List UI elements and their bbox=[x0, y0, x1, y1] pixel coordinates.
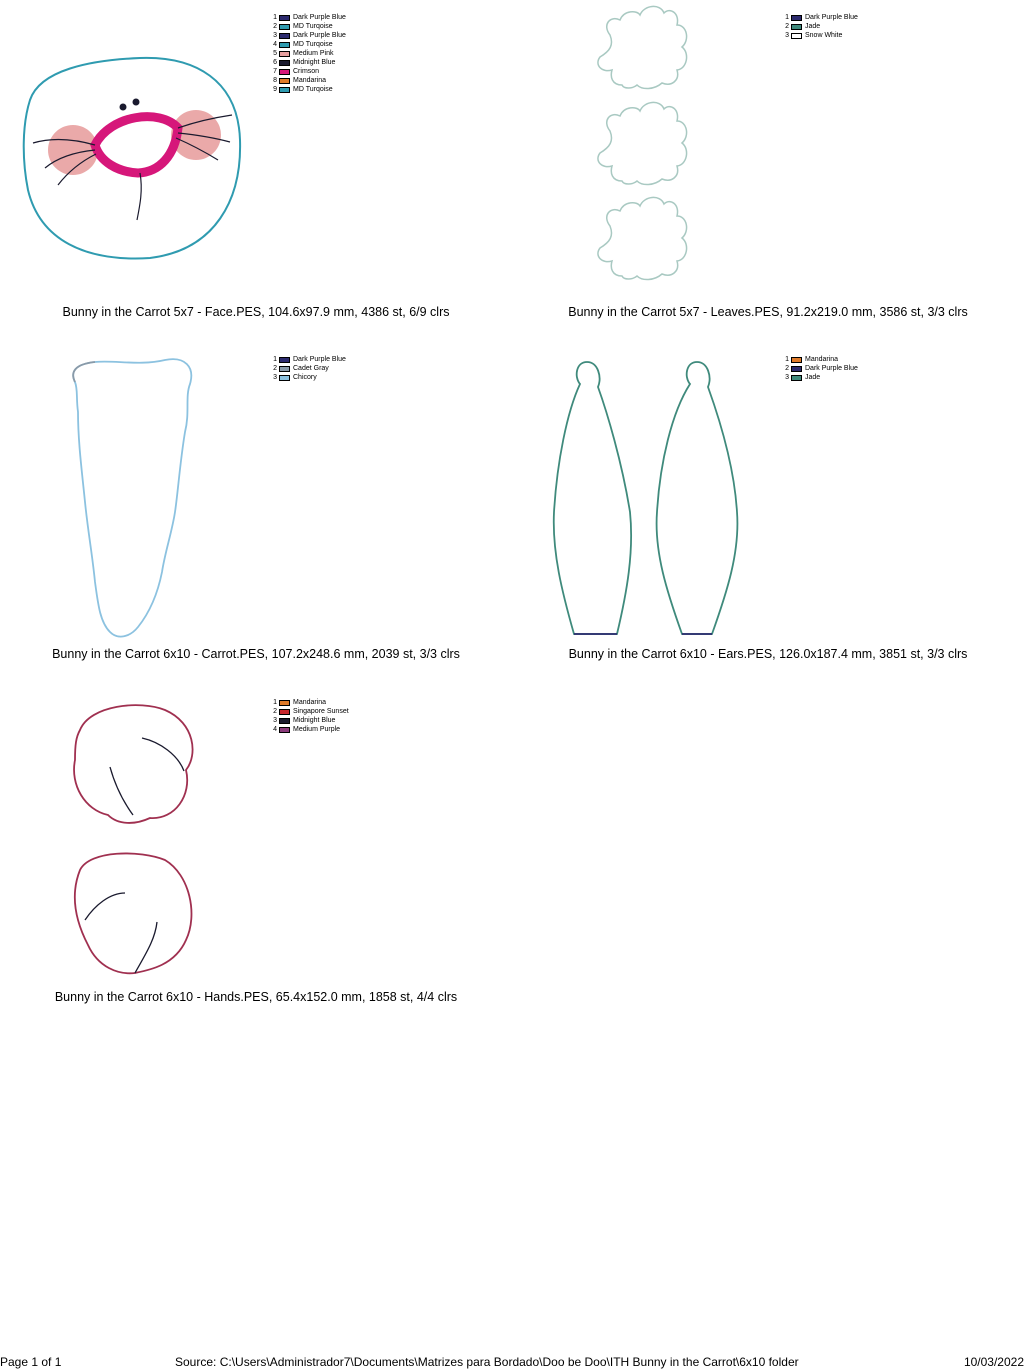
footer-source-path: Source: C:\Users\Administrador7\Documents\Matrizes para Bordado\Doo be Doo\ITH Bunny in the Carrot\6x10 folder bbox=[175, 1355, 799, 1369]
legend-color-name: Snow White bbox=[805, 32, 843, 39]
legend-number: 1 bbox=[273, 14, 277, 21]
design-caption: Bunny in the Carrot 6x10 - Hands.PES, 65.4x152.0 mm, 1858 st, 4/4 clrs bbox=[54, 990, 458, 1004]
legend-number: 7 bbox=[273, 68, 277, 75]
color-swatch bbox=[791, 15, 802, 21]
legend-entry bbox=[782, 13, 858, 22]
design-face bbox=[0, 0, 500, 330]
legend-entry bbox=[270, 364, 346, 373]
legend-number: 2 bbox=[273, 708, 277, 715]
color-swatch bbox=[279, 51, 290, 57]
legend-color-name: Jade bbox=[805, 23, 821, 30]
leaves-embroidery-preview bbox=[512, 0, 772, 300]
legend-number: 4 bbox=[273, 726, 277, 733]
legend-entry bbox=[270, 698, 349, 707]
legend-number: 8 bbox=[273, 77, 277, 84]
legend-entry bbox=[270, 13, 346, 22]
design-hands bbox=[0, 685, 512, 1015]
legend-entry bbox=[270, 707, 349, 716]
legend-color-name: Dark Purple Blue bbox=[293, 14, 346, 21]
color-swatch bbox=[279, 709, 290, 715]
legend-entry bbox=[270, 85, 346, 94]
legend-color-name: Mandarina bbox=[293, 699, 327, 706]
legend-color-name: Singapore Sunset bbox=[293, 708, 349, 715]
face-embroidery-preview bbox=[0, 0, 260, 270]
legend-entry bbox=[782, 373, 858, 382]
legend-color-name: MD Turqoise bbox=[293, 86, 333, 93]
legend-number: 1 bbox=[273, 699, 277, 706]
legend-color-name: MD Turqoise bbox=[293, 41, 333, 48]
legend-color-name: Mandarina bbox=[293, 77, 327, 84]
color-swatch bbox=[279, 87, 290, 93]
ears-embroidery-preview bbox=[512, 342, 772, 642]
legend-number: 1 bbox=[785, 14, 789, 21]
color-swatch bbox=[279, 78, 290, 84]
design-carrot bbox=[0, 342, 512, 672]
legend-entry bbox=[270, 373, 346, 382]
legend-color-name: Cadet Gray bbox=[293, 365, 329, 372]
color-swatch bbox=[279, 700, 290, 706]
color-swatch bbox=[279, 15, 290, 21]
legend-number: 4 bbox=[273, 41, 277, 48]
color-legend bbox=[270, 698, 349, 734]
color-swatch bbox=[791, 24, 802, 30]
legend-color-name: Medium Pink bbox=[293, 50, 334, 57]
legend-entry bbox=[270, 22, 346, 31]
color-swatch bbox=[279, 718, 290, 724]
color-swatch bbox=[279, 366, 290, 372]
legend-entry bbox=[270, 31, 346, 40]
legend-number: 1 bbox=[273, 356, 277, 363]
legend-color-name: Dark Purple Blue bbox=[805, 365, 858, 372]
legend-color-name: Midnight Blue bbox=[293, 59, 336, 66]
color-swatch bbox=[791, 366, 802, 372]
legend-entry bbox=[270, 355, 346, 364]
legend-number: 3 bbox=[273, 32, 277, 39]
footer-date: 10/03/2022 bbox=[963, 1355, 1024, 1369]
legend-color-name: Jade bbox=[805, 374, 821, 381]
legend-entry bbox=[782, 364, 858, 373]
legend-color-name: Chicory bbox=[293, 374, 317, 381]
legend-number: 9 bbox=[273, 86, 277, 93]
legend-number: 2 bbox=[785, 365, 789, 372]
legend-number: 2 bbox=[273, 23, 277, 30]
carrot-embroidery-preview bbox=[0, 342, 260, 642]
legend-color-name: Medium Purple bbox=[293, 726, 341, 733]
design-leaves bbox=[512, 0, 1024, 330]
legend-entry bbox=[270, 58, 346, 67]
design-caption: Bunny in the Carrot 6x10 - Carrot.PES, 107.2x248.6 mm, 2039 st, 3/3 clrs bbox=[52, 647, 460, 661]
design-ears bbox=[512, 342, 1024, 672]
color-swatch bbox=[791, 357, 802, 363]
design-caption: Bunny in the Carrot 5x7 - Face.PES, 104.6x97.9 mm, 4386 st, 6/9 clrs bbox=[62, 305, 450, 319]
color-legend bbox=[782, 13, 858, 40]
color-swatch bbox=[279, 69, 290, 75]
legend-color-name: Mandarina bbox=[805, 356, 839, 363]
legend-number: 3 bbox=[273, 717, 277, 724]
legend-number: 3 bbox=[273, 374, 277, 381]
legend-number: 2 bbox=[785, 23, 789, 30]
legend-entry bbox=[270, 49, 346, 58]
legend-number: 3 bbox=[785, 374, 789, 381]
color-swatch bbox=[279, 357, 290, 363]
hands-embroidery-preview bbox=[0, 685, 260, 985]
design-caption: Bunny in the Carrot 5x7 - Leaves.PES, 91.2x219.0 mm, 3586 st, 3/3 clrs bbox=[568, 305, 968, 319]
color-swatch bbox=[279, 33, 290, 39]
color-swatch bbox=[791, 33, 802, 39]
design-caption: Bunny in the Carrot 6x10 - Ears.PES, 126.0x187.4 mm, 3851 st, 3/3 clrs bbox=[568, 647, 968, 661]
legend-entry bbox=[270, 76, 346, 85]
legend-color-name: Dark Purple Blue bbox=[805, 14, 858, 21]
legend-entry bbox=[782, 355, 858, 364]
color-legend bbox=[782, 355, 858, 382]
legend-color-name: MD Turqoise bbox=[293, 23, 333, 30]
legend-color-name: Midnight Blue bbox=[293, 717, 336, 724]
color-swatch bbox=[279, 24, 290, 30]
color-swatch bbox=[279, 375, 290, 381]
legend-number: 5 bbox=[273, 50, 277, 57]
color-legend bbox=[270, 355, 346, 382]
legend-entry bbox=[270, 725, 349, 734]
legend-number: 1 bbox=[785, 356, 789, 363]
legend-number: 6 bbox=[273, 59, 277, 66]
color-swatch bbox=[791, 375, 802, 381]
color-swatch bbox=[279, 60, 290, 66]
legend-color-name: Crimson bbox=[293, 68, 320, 75]
color-legend bbox=[270, 13, 346, 94]
footer-page-number: Page 1 of 1 bbox=[0, 1355, 62, 1369]
color-swatch bbox=[279, 727, 290, 733]
legend-number: 2 bbox=[273, 365, 277, 372]
legend-entry bbox=[270, 716, 349, 725]
color-swatch bbox=[279, 42, 290, 48]
legend-entry bbox=[782, 22, 858, 31]
legend-number: 3 bbox=[785, 32, 789, 39]
legend-entry bbox=[270, 40, 346, 49]
legend-entry bbox=[270, 67, 346, 76]
legend-color-name: Dark Purple Blue bbox=[293, 356, 346, 363]
legend-color-name: Dark Purple Blue bbox=[293, 32, 346, 39]
legend-entry bbox=[782, 31, 858, 40]
